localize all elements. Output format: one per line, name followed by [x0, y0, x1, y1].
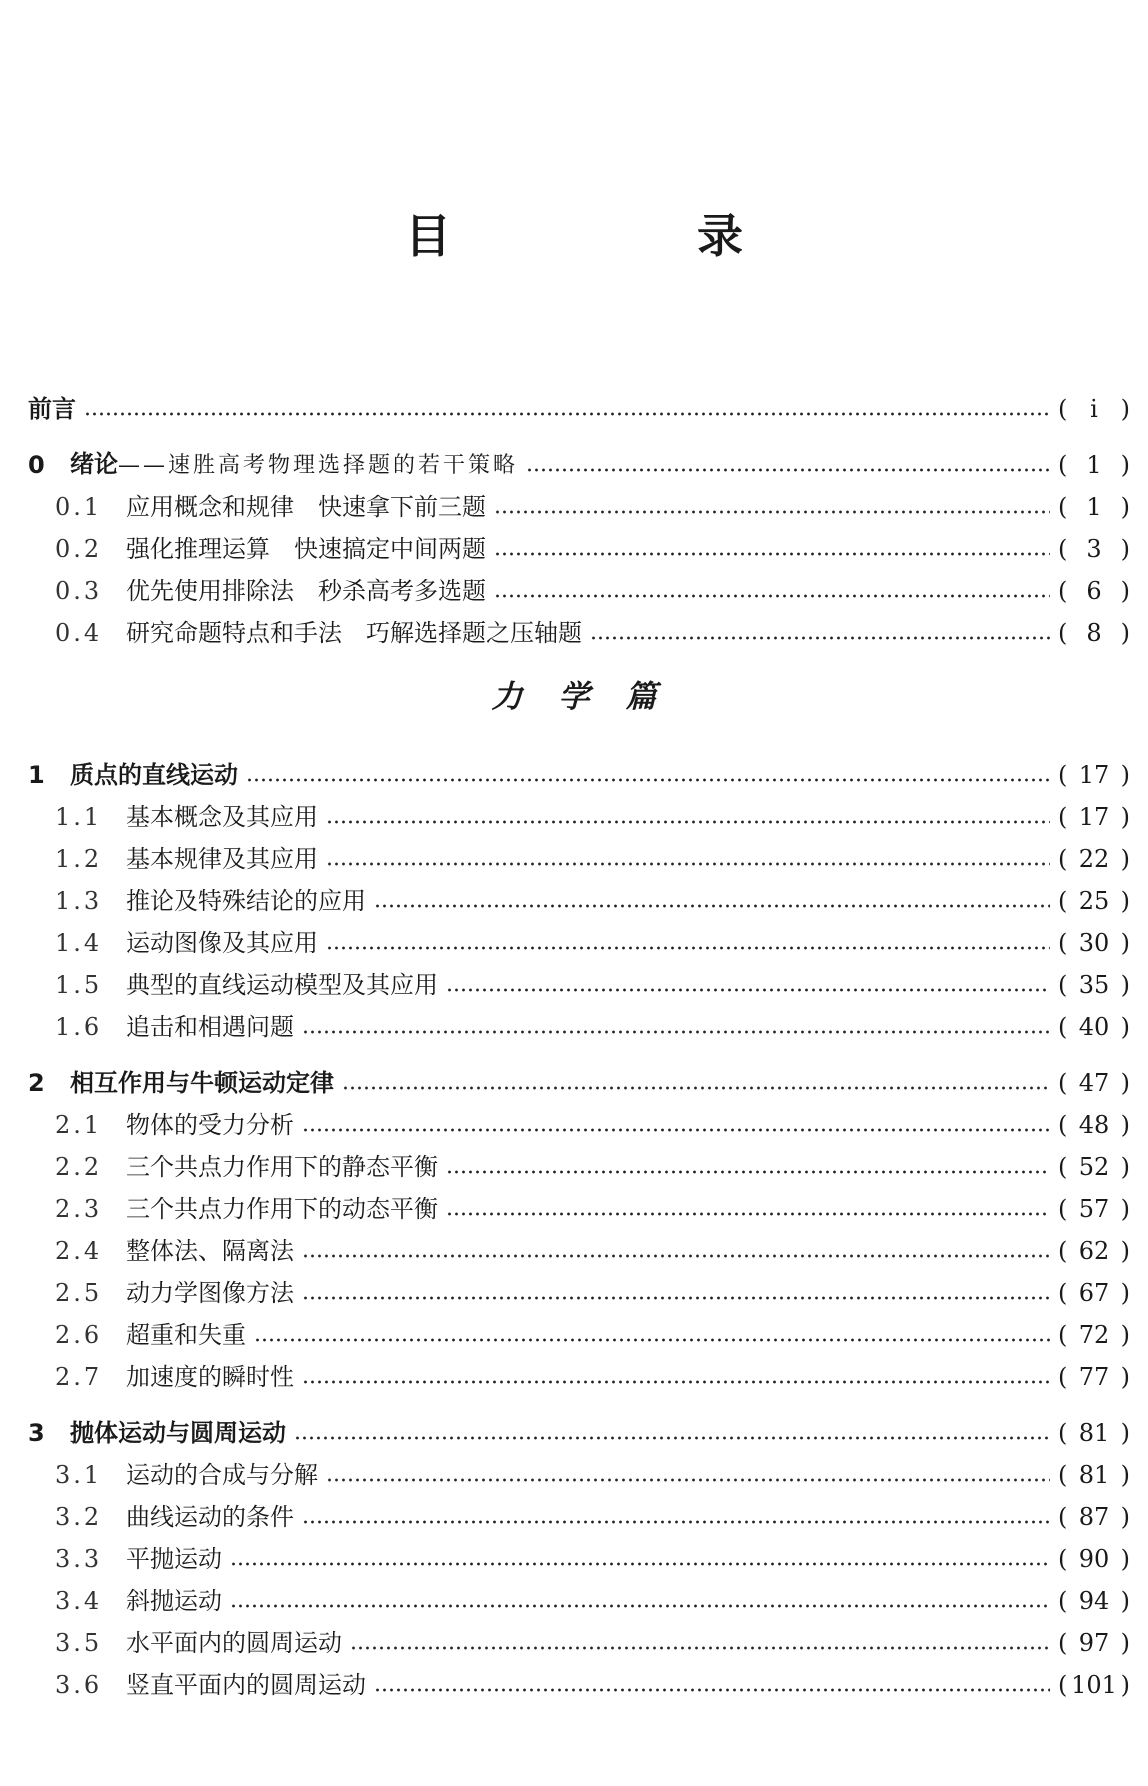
page-number: 22: [1078, 845, 1110, 873]
toc-page-ref: ( 35 ): [1058, 966, 1130, 1004]
toc-page-ref: ( 6 ): [1058, 572, 1130, 610]
dot-leader: [254, 1316, 1050, 1354]
dot-leader: [246, 756, 1050, 794]
section-title: 斜抛运动: [126, 1587, 222, 1615]
toc-page-ref: ( 8 ): [1058, 614, 1130, 652]
toc-chapter-3[interactable]: [28, 1414, 1130, 1452]
toc-page-ref: ( 87 ): [1058, 1498, 1130, 1536]
section-number: 1.3: [55, 887, 103, 915]
section-number: 0.2: [55, 535, 103, 563]
page-number: 47: [1078, 1069, 1110, 1097]
dot-leader: [494, 488, 1050, 526]
toc-chapter-0[interactable]: [28, 446, 1130, 484]
page-number: 25: [1078, 887, 1110, 915]
toc-section[interactable]: [55, 1624, 1130, 1662]
dot-leader: [350, 1624, 1050, 1662]
page-number: 72: [1078, 1321, 1110, 1349]
toc-page-ref: ( 22 ): [1058, 840, 1130, 878]
toc-section[interactable]: [55, 798, 1130, 836]
dot-leader: [374, 1666, 1050, 1704]
toc-section[interactable]: [55, 1274, 1130, 1312]
section-number: 1.2: [55, 845, 103, 873]
dot-leader: [302, 1106, 1050, 1144]
section-number: 1.6: [55, 1013, 103, 1041]
chapter-title: 相互作用与牛顿运动定律: [70, 1069, 334, 1097]
section-title: 运动图像及其应用: [126, 929, 318, 957]
section-number: 3.4: [55, 1587, 103, 1615]
page-number: 87: [1078, 1503, 1110, 1531]
dot-leader: [446, 1148, 1050, 1186]
section-number: 3.2: [55, 1503, 103, 1531]
page-number: 17: [1078, 803, 1110, 831]
dot-leader: [302, 1008, 1050, 1046]
dot-leader: [302, 1498, 1050, 1536]
section-title: 应用概念和规律 快速拿下前三题: [126, 493, 486, 521]
page-number: 52: [1078, 1153, 1110, 1181]
page-number: 97: [1078, 1629, 1110, 1657]
section-title: 平抛运动: [126, 1545, 222, 1573]
section-title: 曲线运动的条件: [126, 1503, 294, 1531]
page-number: 17: [1078, 761, 1110, 789]
toc-section[interactable]: [55, 1148, 1130, 1186]
dot-leader: [590, 614, 1050, 652]
toc-section[interactable]: [55, 1456, 1130, 1494]
page-number: 30: [1078, 929, 1110, 957]
section-title: 动力学图像方法: [126, 1279, 294, 1307]
section-number: 2.6: [55, 1321, 103, 1349]
section-number: 3.1: [55, 1461, 103, 1489]
toc-page-ref: ( 81 ): [1058, 1456, 1130, 1494]
toc-section[interactable]: [55, 1316, 1130, 1354]
dot-leader: [494, 530, 1050, 568]
toc-page-ref: ( 57 ): [1058, 1190, 1130, 1228]
toc-section[interactable]: [55, 1190, 1130, 1228]
page-number: 6: [1086, 577, 1102, 605]
section-title: 三个共点力作用下的静态平衡: [126, 1153, 438, 1181]
dot-leader: [302, 1232, 1050, 1270]
toc-section[interactable]: [55, 1358, 1130, 1396]
dot-leader: [302, 1274, 1050, 1312]
section-number: 0.4: [55, 619, 103, 647]
toc-page-ref: ( 1 ): [1058, 488, 1130, 526]
toc-page-ref: ( 97 ): [1058, 1624, 1130, 1662]
toc-page-ref: ( 47 ): [1058, 1064, 1130, 1102]
toc-page-ref: ( 1 ): [1058, 446, 1130, 484]
page-number: 35: [1078, 971, 1110, 999]
dot-leader: [446, 1190, 1050, 1228]
section-number: 2.4: [55, 1237, 103, 1265]
page-number: 48: [1078, 1111, 1110, 1139]
toc-chapter-1[interactable]: [28, 756, 1130, 794]
toc-page-ref: ( 17 ): [1058, 798, 1130, 836]
section-number: 1.1: [55, 803, 103, 831]
section-number: 3.6: [55, 1671, 103, 1699]
page-number: ⅰ: [1090, 395, 1098, 423]
dot-leader: [302, 1358, 1050, 1396]
section-title: 研究命题特点和手法 巧解选择题之压轴题: [126, 619, 582, 647]
toc-page-ref: ( ⅰ ): [1058, 390, 1130, 428]
page-number: 67: [1078, 1279, 1110, 1307]
chapter-number: 0: [28, 451, 45, 479]
section-number: 0.3: [55, 577, 103, 605]
page-number: 94: [1078, 1587, 1110, 1615]
dot-leader: [446, 966, 1050, 1004]
page-number: 8: [1086, 619, 1102, 647]
toc-page-ref: ( 94 ): [1058, 1582, 1130, 1620]
toc-section[interactable]: [55, 1498, 1130, 1536]
chapter-title: 抛体运动与圆周运动: [70, 1419, 286, 1447]
toc-page-ref: ( 40 ): [1058, 1008, 1130, 1046]
toc-section[interactable]: [55, 924, 1130, 962]
section-number: 2.2: [55, 1153, 103, 1181]
section-title: 追击和相遇问题: [126, 1013, 294, 1041]
page-number: 1: [1086, 451, 1102, 479]
dot-leader: [526, 446, 1050, 484]
page-title: 目 录: [405, 209, 843, 263]
section-number: 3.3: [55, 1545, 103, 1573]
section-title: 竖直平面内的圆周运动: [126, 1671, 366, 1699]
toc-section[interactable]: [55, 1582, 1130, 1620]
toc-page-ref: ( 25 ): [1058, 882, 1130, 920]
page-number: 62: [1078, 1237, 1110, 1265]
toc-section[interactable]: [55, 614, 1130, 652]
chapter-number: 2: [28, 1069, 45, 1097]
toc-chapter-2[interactable]: [28, 1064, 1130, 1102]
toc-section[interactable]: [55, 882, 1130, 920]
section-title: 典型的直线运动模型及其应用: [126, 971, 438, 999]
chapter-title: 质点的直线运动: [70, 761, 238, 789]
toc-page-ref: ( 81 ): [1058, 1414, 1130, 1452]
dot-leader: [326, 924, 1050, 962]
section-title: 三个共点力作用下的动态平衡: [126, 1195, 438, 1223]
page-number: 40: [1078, 1013, 1110, 1041]
section-title: 运动的合成与分解: [126, 1461, 318, 1489]
toc-section[interactable]: [55, 1666, 1130, 1704]
toc-section[interactable]: [55, 840, 1130, 878]
page-number: 81: [1078, 1419, 1110, 1447]
page-number: 57: [1078, 1195, 1110, 1223]
toc-section[interactable]: [55, 966, 1130, 1004]
section-title: 超重和失重: [126, 1321, 246, 1349]
toc-entry-title: 前言: [28, 395, 76, 423]
chapter-title-main: 绪论: [70, 450, 118, 478]
toc-page-ref: ( 72 ): [1058, 1316, 1130, 1354]
toc-section[interactable]: [55, 1540, 1130, 1578]
section-title: 优先使用排除法 秒杀高考多选题: [126, 577, 486, 605]
toc-section[interactable]: [55, 1008, 1130, 1046]
toc-page-ref: ( 62 ): [1058, 1232, 1130, 1270]
page-number: 90: [1078, 1545, 1110, 1573]
section-number: 0.1: [55, 493, 103, 521]
section-title: 基本概念及其应用: [126, 803, 318, 831]
section-number: 1.5: [55, 971, 103, 999]
section-title: 水平面内的圆周运动: [126, 1629, 342, 1657]
toc-page-ref: ( 30 ): [1058, 924, 1130, 962]
toc-page-ref: ( 67 ): [1058, 1274, 1130, 1312]
toc-section[interactable]: [55, 1232, 1130, 1270]
chapter-number: 1: [28, 761, 45, 789]
section-number: 2.1: [55, 1111, 103, 1139]
dot-leader: [342, 1064, 1050, 1102]
toc-section[interactable]: [55, 572, 1130, 610]
section-title: 整体法、隔离法: [126, 1237, 294, 1265]
section-number: 1.4: [55, 929, 103, 957]
page-number: 81: [1078, 1461, 1110, 1489]
page-number: 3: [1086, 535, 1102, 563]
page-number: 101: [1071, 1671, 1117, 1699]
section-number: 2.5: [55, 1279, 103, 1307]
toc-page-ref: ( 3 ): [1058, 530, 1130, 568]
toc-page-ref: ( 101 ): [1058, 1666, 1130, 1704]
section-title: 强化推理运算 快速搞定中间两题: [126, 535, 486, 563]
chapter-number: 3: [28, 1419, 45, 1447]
dot-leader: [374, 882, 1050, 920]
dot-leader: [294, 1414, 1050, 1452]
dot-leader: [230, 1540, 1050, 1578]
dot-leader: [326, 798, 1050, 836]
chapter-title: [70, 445, 518, 485]
page-number: 77: [1078, 1363, 1110, 1391]
section-title: 基本规律及其应用: [126, 845, 318, 873]
section-title: 物体的受力分析: [126, 1111, 294, 1139]
toc-page-ref: ( 17 ): [1058, 756, 1130, 794]
toc-page-ref: ( 52 ): [1058, 1148, 1130, 1186]
section-number: 3.5: [55, 1629, 103, 1657]
part-heading: 力学篇: [491, 679, 693, 715]
page-number: 1: [1086, 493, 1102, 521]
dot-leader: [230, 1582, 1050, 1620]
dot-leader: [326, 1456, 1050, 1494]
section-number: 2.3: [55, 1195, 103, 1223]
toc-section[interactable]: [55, 530, 1130, 568]
section-number: 2.7: [55, 1363, 103, 1391]
dot-leader: [326, 840, 1050, 878]
section-title: 推论及特殊结论的应用: [126, 887, 366, 915]
dot-leader: [494, 572, 1050, 610]
chapter-subtitle: ——速胜高考物理选择题的若干策略: [118, 453, 519, 478]
dot-leader: [84, 390, 1050, 428]
toc-page-ref: ( 90 ): [1058, 1540, 1130, 1578]
toc-page-ref: ( 48 ): [1058, 1106, 1130, 1144]
toc-page-ref: ( 77 ): [1058, 1358, 1130, 1396]
toc-section[interactable]: [55, 1106, 1130, 1144]
toc-entry-preface[interactable]: [28, 390, 1130, 428]
toc-section[interactable]: [55, 488, 1130, 526]
section-title: 加速度的瞬时性: [126, 1363, 294, 1391]
